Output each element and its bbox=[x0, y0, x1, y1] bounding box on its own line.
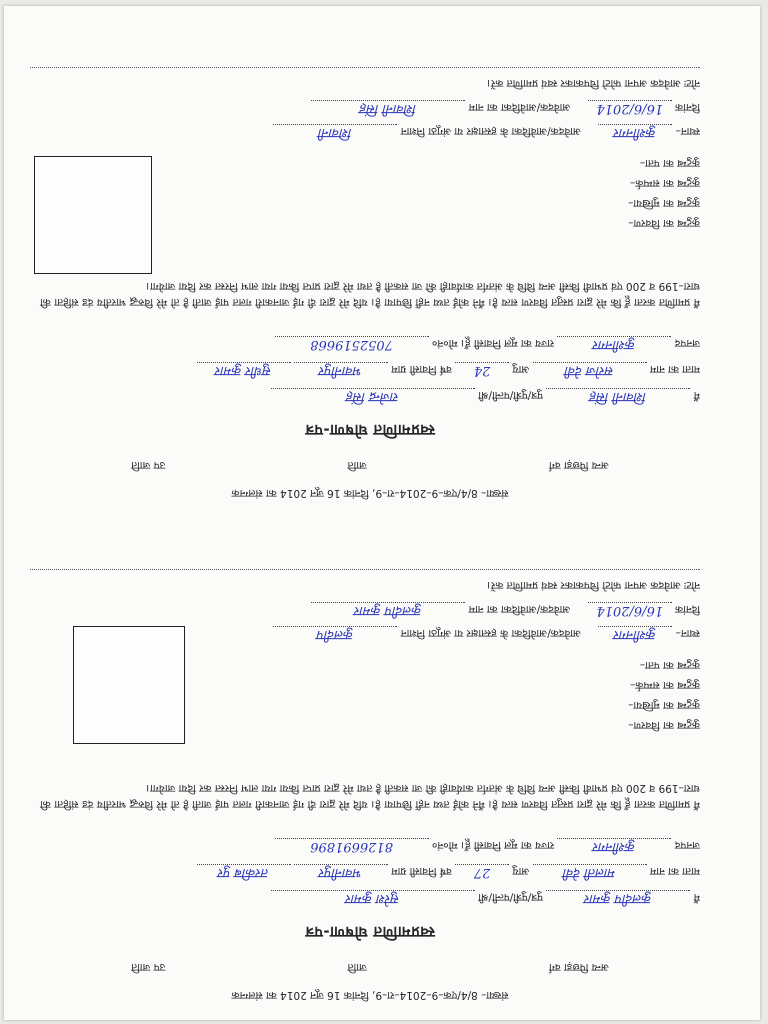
field-family-contact: कुटुम्ब का सम्पर्क– bbox=[630, 679, 700, 691]
form-title: स्वप्रमाणित घोषणा-पत्र bbox=[305, 923, 435, 941]
line-name: मैं कुलदीप कुमार पुत्र/पुत्री/पत्नी/श्री सुरेश कुमार bbox=[271, 890, 700, 906]
separator-rule bbox=[30, 569, 700, 570]
scanned-page bbox=[4, 6, 760, 1020]
line-district: जनपद कुशीनगर राज्य का मूल निवासी हूँ। मो०नं० 8126691896 bbox=[275, 838, 700, 854]
category-options bbox=[40, 458, 700, 472]
mother-name-field: मालती देवी bbox=[533, 864, 647, 880]
mobile-field: 7052519668 bbox=[275, 336, 429, 352]
mobile-field: 8126691896 bbox=[275, 838, 429, 854]
mother-name-field: सरोज देवी bbox=[533, 362, 647, 378]
field-family-address: कुटुम्ब का पता– bbox=[639, 659, 700, 671]
district-field: कुशीनगर bbox=[557, 838, 671, 854]
photo-box bbox=[34, 156, 152, 274]
line-district: जनपद कुशीनगर राज्य का मूल निवासी हूँ। मो०नं० 7052519668 bbox=[275, 336, 700, 352]
village-field: भवानीपुर bbox=[294, 864, 388, 880]
form-title: स्वप्रमाणित घोषणा-पत्र bbox=[305, 421, 435, 439]
applicant-name-field: शिवानी सिंह bbox=[546, 388, 690, 404]
field-family-details: कुटुम्ब का विवरण– bbox=[628, 217, 700, 229]
age-field: 24 bbox=[455, 362, 509, 378]
option-caste: जाति bbox=[347, 459, 367, 471]
date-field: 16/6/2014 bbox=[588, 100, 672, 116]
line-name: मैं शिवानी सिंह पुत्र/पुत्री/पत्नी/श्री राजेन्द्र सिंह bbox=[271, 388, 700, 404]
field-family-details: कुटुम्ब का विवरण– bbox=[628, 719, 700, 731]
line-place: स्थान– कुशीनगर आवेदक/आवेदिका के हस्ताक्षर या अंगूठा निशान शिवानी bbox=[273, 124, 700, 140]
place-field: कुशीनगर bbox=[598, 626, 672, 642]
age-field: 27 bbox=[455, 864, 509, 880]
option-obc: अन्य पिछड़ा वर्ग bbox=[548, 459, 609, 471]
photo-box bbox=[73, 626, 185, 744]
village-field: भवानीपुर bbox=[294, 362, 388, 378]
option-caste: जाति bbox=[347, 961, 367, 973]
caste-field: सुधीर कुमार bbox=[197, 362, 291, 378]
father-name-field: राजेन्द्र सिंह bbox=[271, 388, 475, 404]
line-mother: माता का नाम मालती देवी आयु 27 वर्ष निवासी ग्राम भवानीपुर तरकीब पुर bbox=[197, 864, 700, 880]
field-family-head: कुटुम्ब का मुखिया– bbox=[628, 197, 700, 209]
father-name-field: सुरेश कुमार bbox=[271, 890, 475, 906]
applicant-name-field: कुलदीप कुमार bbox=[546, 890, 690, 906]
declaration-paragraph: मैं प्रमाणित करता हूँ कि मेरे द्वारा प्रस्तुत विवरण सत्य है। मैंने कोई तथ्य नहीं छिपाया है। यदि मेरे द्वारा दी गई जानकारी गलत पाई जाती है तो मेरे विरुद्ध भारतीय दंड संहिता की धारा–199 व 200 एवं प्रभावी किसी अन्य विधि के अंतर्गत कार्यवाही की जा सकती है तथा मेरे द्वारा प्राप्त किया गया लाभ निरस्त कर दिया जायेगा। bbox=[40, 280, 700, 308]
signature-field: शिवानी bbox=[273, 124, 397, 140]
declaration-form-1 bbox=[40, 532, 700, 1002]
option-subcaste: उप जाति bbox=[131, 961, 166, 973]
field-family-address: कुटुम्ब का पता– bbox=[639, 157, 700, 169]
date-field: 16/6/2014 bbox=[588, 602, 672, 618]
rotated-content bbox=[4, 6, 760, 1020]
signature-field: कुलदीप bbox=[273, 626, 397, 642]
place-field: कुशीनगर bbox=[598, 124, 672, 140]
applicant-name-bottom: कुलदीप कुमार bbox=[311, 602, 465, 618]
footnote: नोटः आवेदक अपना फोटो चिपकाकर स्वयं प्रमाणित करें। bbox=[486, 579, 700, 591]
district-field: कुशीनगर bbox=[557, 336, 671, 352]
form-header: संख्या– 8/4/एक–9–2014–रा–9, दिनांक 16 जून 2014 का संलग्नक bbox=[231, 487, 509, 499]
line-place: स्थान– कुशीनगर आवेदक/आवेदिका के हस्ताक्षर या अंगूठा निशान कुलदीप bbox=[273, 626, 700, 642]
separator-rule bbox=[30, 67, 700, 68]
line-date: दिनांक 16/6/2014 आवेदक/आवेदिका का नाम कुलदीप कुमार bbox=[311, 602, 700, 618]
form-header: संख्या– 8/4/एक–9–2014–रा–9, दिनांक 16 जून 2014 का संलग्नक bbox=[231, 989, 509, 1001]
field-family-head: कुटुम्ब का मुखिया– bbox=[628, 699, 700, 711]
caste-field: तरकीब पुर bbox=[197, 864, 291, 880]
line-date: दिनांक 16/6/2014 आवेदक/आवेदिका का नाम शिवानी सिंह bbox=[311, 100, 700, 116]
option-obc: अन्य पिछड़ा वर्ग bbox=[548, 961, 609, 973]
category-options bbox=[40, 960, 700, 974]
declaration-paragraph: मैं प्रमाणित करता हूँ कि मेरे द्वारा प्रस्तुत विवरण सत्य है। मैंने कोई तथ्य नहीं छिपाया है। यदि मेरे द्वारा दी गई जानकारी गलत पाई जाती है तो मेरे विरुद्ध भारतीय दंड संहिता की धारा–199 व 200 एवं प्रभावी किसी अन्य विधि के अंतर्गत कार्यवाही की जा सकती है तथा मेरे द्वारा प्राप्त किया गया लाभ निरस्त कर दिया जायेगा। bbox=[40, 782, 700, 810]
line-mother: माता का नाम सरोज देवी आयु 24 वर्ष निवासी ग्राम भवानीपुर सुधीर कुमार bbox=[197, 362, 700, 378]
option-subcaste: उप जाति bbox=[131, 459, 166, 471]
field-family-contact: कुटुम्ब का सम्पर्क– bbox=[630, 177, 700, 189]
applicant-name-bottom: शिवानी सिंह bbox=[311, 100, 465, 116]
footnote: नोटः आवेदक अपना फोटो चिपकाकर स्वयं प्रमाणित करें। bbox=[486, 77, 700, 89]
declaration-form-2 bbox=[40, 30, 700, 500]
